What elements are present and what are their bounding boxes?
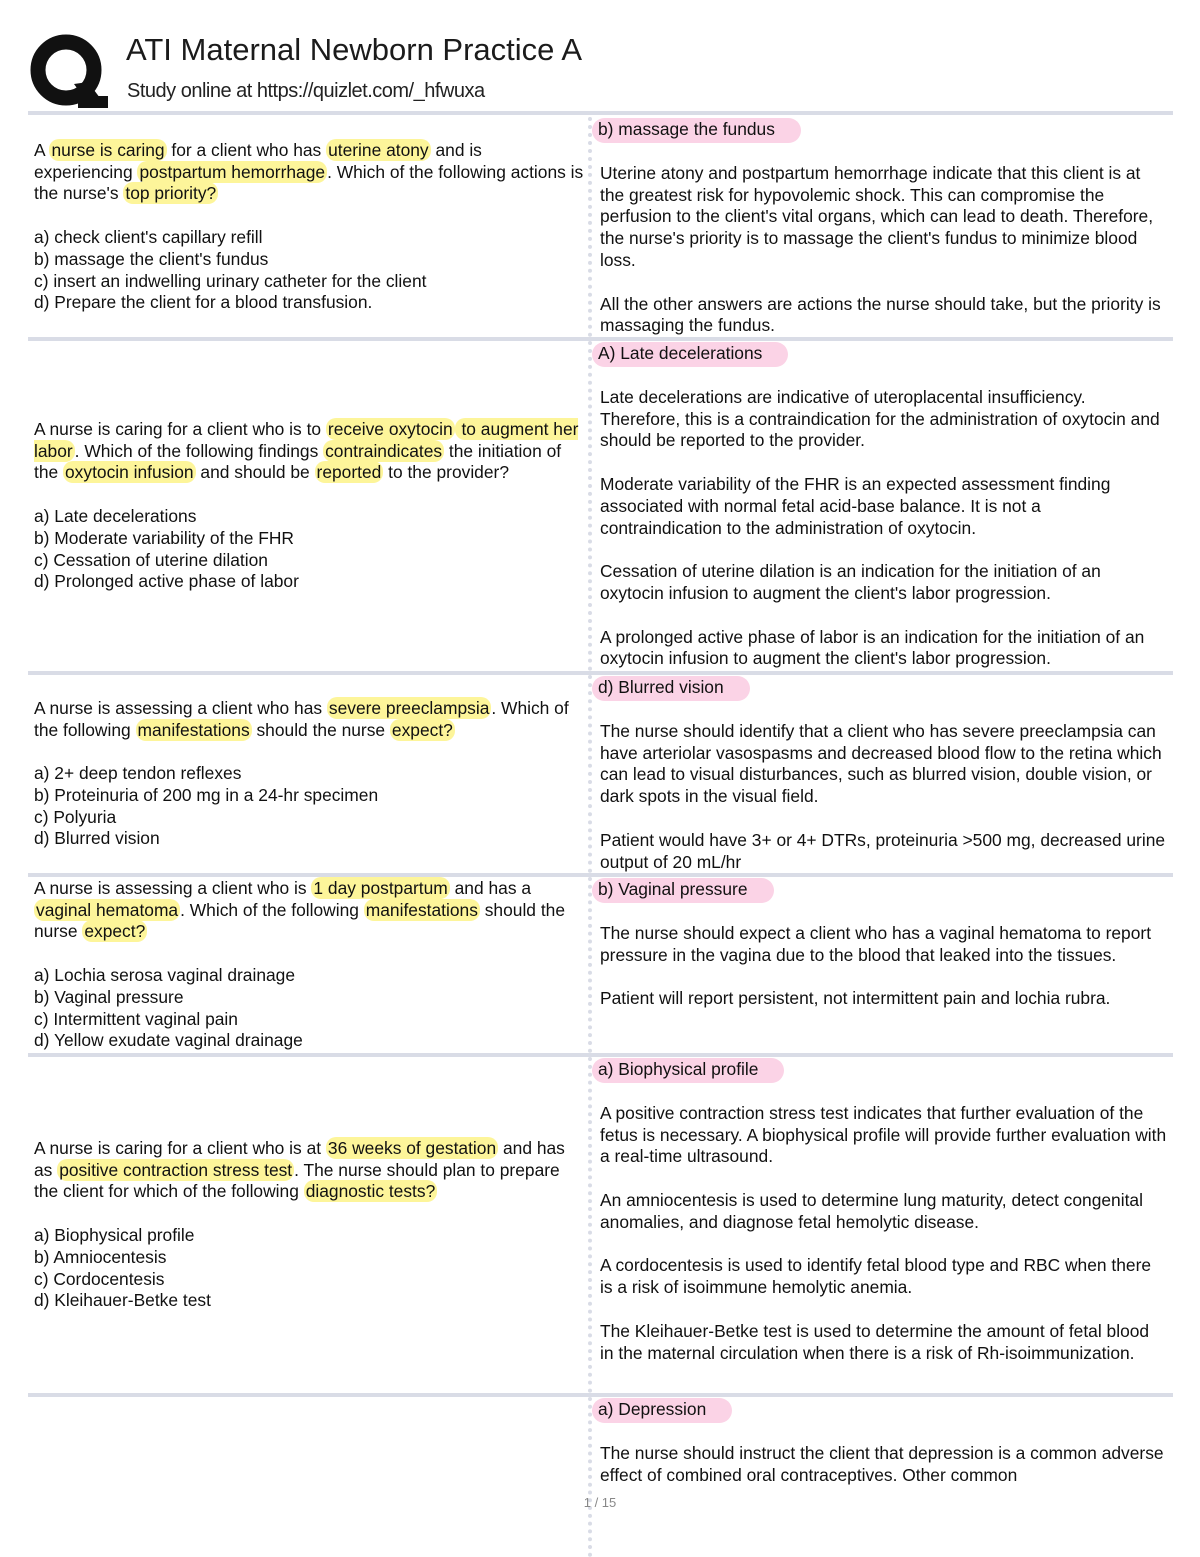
answer-options xyxy=(34,227,584,314)
highlighted-text: 36 weeks of gestation xyxy=(327,1137,497,1158)
answer-option: a) Biophysical profile xyxy=(34,1225,195,1245)
answer-option: b) massage the client's fundus xyxy=(34,248,269,269)
question-text xyxy=(34,878,584,943)
highlighted-text: receive oxytocin xyxy=(327,418,453,439)
correct-answer-label: a) Biophysical profile xyxy=(592,1058,784,1083)
highlighted-text: 1 day postpartum xyxy=(313,877,448,898)
highlighted-text: severe preeclampsia xyxy=(328,697,490,718)
question-text xyxy=(34,419,584,484)
question-text-segment: . Which of the following actions is the nurse's xyxy=(34,161,584,204)
highlighted-text: reported xyxy=(316,462,382,483)
flashcard-row xyxy=(28,1057,1173,1397)
correct-answer-label: d) Blurred vision xyxy=(592,676,750,701)
question-text-segment: . Which of the following findings xyxy=(74,440,324,461)
explanation xyxy=(600,721,1167,874)
explanation-paragraph: The nurse should instruct the client that depression is a common adverse effect of combined oral contraceptives. Other common xyxy=(600,1442,1164,1485)
answer-options xyxy=(34,763,584,850)
document-header xyxy=(28,30,1178,112)
question-text-segment: and has as xyxy=(34,1137,565,1180)
explanation-paragraph: A positive contraction stress test indicates that further evaluation of the fetus is necessary. A biophysical profile will provide further evaluation with a real-time ultrasound. xyxy=(600,1102,1167,1167)
explanation-paragraph: An amniocentesis is used to determine lung maturity, detect congenital anomalies, and diagnose fetal hemolytic disease. xyxy=(600,1189,1143,1232)
answer-option: b) Moderate variability of the FHR xyxy=(34,527,294,548)
question-text-segment: and has a xyxy=(449,877,532,898)
answer-option: c) Cessation of uterine dilation xyxy=(34,549,268,570)
question-text-segment: A nurse is caring for a client who is at xyxy=(34,1137,326,1158)
answer-option: b) Amniocentesis xyxy=(34,1246,167,1267)
highlighted-text: expect? xyxy=(391,719,453,740)
header-divider xyxy=(28,111,1173,115)
highlighted-text: to augment her labor xyxy=(34,418,579,461)
flashcard-row xyxy=(28,1397,1173,1557)
answer-option: d) Prepare the client for a blood transfusion. xyxy=(34,292,373,313)
answer-option: a) 2+ deep tendon reflexes xyxy=(34,763,242,784)
question-text-segment: and is experiencing xyxy=(34,139,482,182)
question-cell xyxy=(28,1397,592,1557)
highlighted-text: positive contraction stress test xyxy=(59,1159,293,1180)
explanation-paragraph: The nurse should identify that a client who has severe preeclampsia can have arteriolar vasospasms and decreased blood flow to the retina which can lead to visual disturbances, such as blurred vision, double vision, or dark spots in the visual field. xyxy=(600,720,1162,807)
question-text-segment: . The nurse should plan to prepare the client for which of the following xyxy=(34,1159,560,1202)
quizlet-logo-icon xyxy=(28,32,108,112)
flashcard-row xyxy=(28,117,1173,341)
highlighted-text: manifestations xyxy=(137,719,250,740)
answer-option: c) insert an indwelling urinary catheter for the client xyxy=(34,270,427,291)
flashcard-row xyxy=(28,877,1173,1057)
highlighted-text: vaginal hematoma xyxy=(36,899,179,920)
explanation xyxy=(600,387,1167,670)
explanation-paragraph: Patient would have 3+ or 4+ DTRs, proteinuria >500 mg, decreased urine output of 20 mL/hr xyxy=(600,829,1166,872)
page-subtitle: Study online at https://quizlet.com/_hfwuxa xyxy=(127,80,485,102)
question-text-segment: should the nurse xyxy=(251,719,390,740)
answer-option: b) Proteinuria of 200 mg in a 24-hr specimen xyxy=(34,784,379,805)
question-cell xyxy=(28,117,592,337)
flashcard-row xyxy=(28,341,1173,675)
highlighted-text: uterine atony xyxy=(328,139,429,160)
question-text-segment: A nurse is assessing a client who is xyxy=(34,877,312,898)
explanation-paragraph: All the other answers are actions the nurse should take, but the priority is massaging the fundus. xyxy=(600,293,1161,336)
question-cell xyxy=(28,877,592,1053)
answer-option: d) Yellow exudate vaginal drainage xyxy=(34,1030,303,1051)
highlighted-text: expect? xyxy=(84,921,146,942)
question xyxy=(34,698,584,851)
explanation-paragraph: The nurse should expect a client who has a vaginal hematoma to report pressure in the vagina due to the blood that leaked into the tissues. xyxy=(600,922,1152,965)
answer-option: a) check client's capillary refill xyxy=(34,227,263,247)
explanation xyxy=(600,1443,1167,1487)
answer-option: b) Vaginal pressure xyxy=(34,986,184,1007)
question-text xyxy=(34,1138,584,1203)
answer-option: c) Cordocentesis xyxy=(34,1268,165,1289)
answer-cell xyxy=(592,117,1173,337)
correct-answer-label: b) Vaginal pressure xyxy=(592,878,774,903)
question-text-segment: should the nurse xyxy=(34,899,565,942)
explanation-paragraph: A cordocentesis is used to identify fetal blood type and RBC when there is a risk of isoimmune hemolytic anemia. xyxy=(600,1255,1152,1298)
question xyxy=(34,140,584,314)
question xyxy=(34,419,584,593)
question-text-segment: the initiation of the xyxy=(34,440,562,483)
highlighted-text: oxytocin infusion xyxy=(65,462,194,483)
answer-cell xyxy=(592,341,1173,671)
highlighted-text: manifestations xyxy=(365,899,478,920)
question-text-segment: . Which of the following xyxy=(34,697,569,740)
explanation-paragraph: Uterine atony and postpartum hemorrhage indicate that this client is at the greatest risk for hypovolemic shock. This can compromise the perfusion to the client's vital organs, which can lead to death. Therefore, the nurse's priority is to massage the client's fundus to minimize blood loss. xyxy=(600,162,1154,270)
highlighted-text: nurse is caring xyxy=(51,139,165,160)
answer-options xyxy=(34,1225,584,1312)
explanation-paragraph: Patient will report persistent, not intermittent pain and lochia rubra. xyxy=(600,988,1111,1009)
explanation-paragraph: The Kleihauer-Betke test is used to determine the amount of fetal blood in the maternal circulation when there is a risk of Rh-isoimmunization. xyxy=(600,1320,1150,1363)
answer-option: c) Polyuria xyxy=(34,806,117,827)
answer-option: c) Intermittent vaginal pain xyxy=(34,1008,238,1029)
answer-option: a) Lochia serosa vaginal drainage xyxy=(34,965,296,985)
correct-answer-label: A) Late decelerations xyxy=(592,342,788,367)
question-text-segment: and should be xyxy=(195,462,315,483)
question-text-segment: A nurse is assessing a client who has xyxy=(34,697,327,718)
explanation xyxy=(600,923,1167,1010)
flashcard-list xyxy=(28,117,1173,1557)
page-title: ATI Maternal Newborn Practice A xyxy=(126,32,582,67)
highlighted-text: top priority? xyxy=(125,183,217,204)
question-cell xyxy=(28,1057,592,1393)
answer-option: a) Late decelerations xyxy=(34,506,197,526)
explanation xyxy=(600,1103,1167,1365)
flashcard-row xyxy=(28,675,1173,877)
explanation-paragraph: Moderate variability of the FHR is an expected assessment finding associated with normal fetal acid-base balance. It is not a contraindication to the administration of oxytocin. xyxy=(600,473,1111,538)
answer-cell xyxy=(592,675,1173,873)
explanation-paragraph: Cessation of uterine dilation is an indication for the initiation of an oxytocin infusion to augment the client's labor progression. xyxy=(600,561,1101,603)
question-text-segment: A nurse is caring for a client who is to xyxy=(34,418,326,439)
question-text-segment: . Which of the following xyxy=(180,899,364,920)
question-text xyxy=(34,140,584,205)
answer-options xyxy=(34,965,584,1052)
highlighted-text: contraindicates xyxy=(325,440,443,461)
answer-cell xyxy=(592,1397,1173,1557)
answer-options xyxy=(34,506,584,593)
explanation xyxy=(600,163,1167,337)
question-cell xyxy=(28,675,592,873)
answer-option: d) Blurred vision xyxy=(34,828,160,849)
question-text-segment: for a client who has xyxy=(166,139,327,160)
explanation-paragraph: Late decelerations are indicative of uteroplacental insufficiency. Therefore, this is a contraindication for the administration of oxytocin and should be reported to the provider. xyxy=(600,386,1160,451)
answer-option: d) Kleihauer-Betke test xyxy=(34,1290,211,1311)
answer-option: d) Prolonged active phase of labor xyxy=(34,571,299,592)
question-text-segment: to the provider? xyxy=(383,462,509,483)
question-text-segment: A xyxy=(34,139,50,160)
highlighted-text: diagnostic tests? xyxy=(305,1181,436,1202)
question-cell xyxy=(28,341,592,671)
highlighted-text: postpartum hemorrhage xyxy=(139,161,326,182)
answer-cell xyxy=(592,1057,1173,1393)
question xyxy=(34,1138,584,1312)
question-text xyxy=(34,698,584,742)
page-number: 1 / 15 xyxy=(583,1495,617,1510)
answer-cell xyxy=(592,877,1173,1053)
explanation-paragraph: A prolonged active phase of labor is an indication for the initiation of an oxytocin infusion to augment the client's labor progression. xyxy=(600,626,1145,669)
correct-answer-label: a) Depression xyxy=(592,1398,732,1423)
question xyxy=(34,878,584,1052)
correct-answer-label: b) massage the fundus xyxy=(592,118,801,143)
